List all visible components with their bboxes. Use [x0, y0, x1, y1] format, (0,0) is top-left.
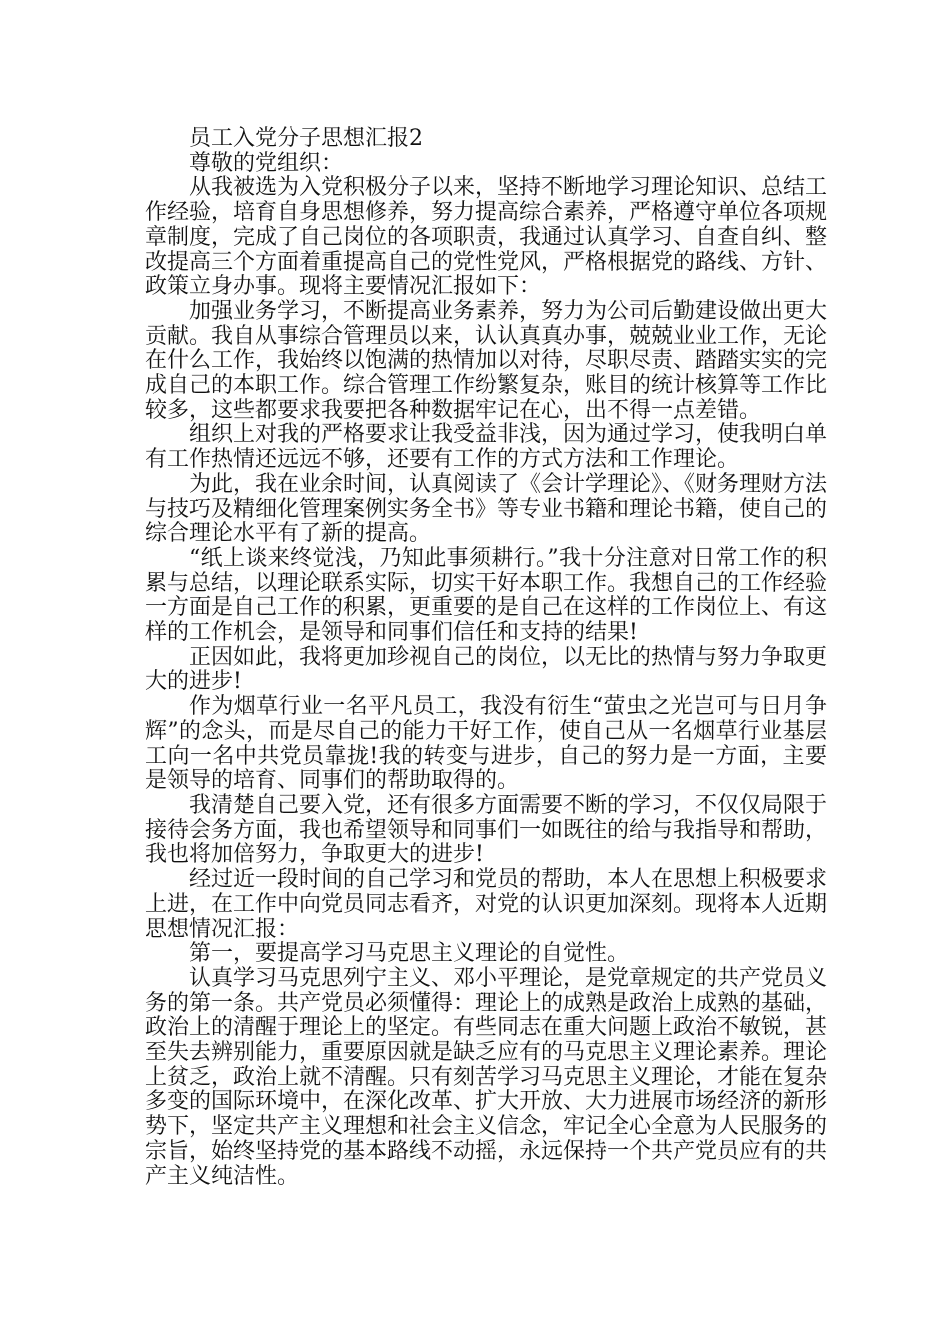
paragraph: 经过近一段时间的自己学习和党员的帮助，本人在思想上积极要求上进，在工作中向党员同志看齐，对党的认识更加深刻。现将本人近期思想情况汇报： — [145, 867, 828, 942]
section-heading: 第一，要提高学习马克思主义理论的自觉性。 — [189, 941, 630, 967]
paragraph: 从我被选为入党积极分子以来，坚持不断地学习理论知识、总结工作经验，培育自身思想修养，努力提高综合素养，严格遵守单位各项规章制度，完成了自己岗位的各项职责，我通过认真学习、自查自纠、整改提高三个方面着重提高自己的党性党风，严格根据党的路线、方针、政策立身办事。现将主要情况汇报如下： — [145, 175, 828, 300]
salutation: 尊敬的党组织： — [189, 150, 344, 176]
paragraph: 我清楚自己要入党，还有很多方面需要不断的学习，不仅仅局限于接待会务方面，我也希望领导和同事们一如既往的给与我指导和帮助，我也将加倍努力，争取更大的进步! — [145, 792, 828, 868]
paragraph: 作为烟草行业一名平凡员工，我没有衍生“萤虫之光岂可与日月争辉”的念头，而是尽自己的能力干好工作，使自己从一名烟草行业基层工向一名中共党员靠拢!我的转变与进步，自己的努力是一方面，主要是领导的培育、同事们的帮助取得的。 — [145, 694, 827, 794]
paragraph: 认真学习马克思列宁主义、邓小平理论，是党章规定的共产党员义务的第一条。共产党员必须懂得：理论上的成熟是政治上成熟的基础，政治上的清醒于理论上的坚定。有些同志在重大问题上政治不敏锐，甚至失去辨别能力，重要原因就是缺乏应有的马克思主义理论素养。理论上贫乏，政治上就不清醒。只有刻苦学习马克思主义理论，才能在复杂多变的国际环境中，在深化改革、扩大开放、大力进展市场经济的新形势下，坚定共产主义理想和社会主义信念，牢记全心全意为人民服务的宗旨，始终坚持党的基本路线不动摇，永远保持一个共产党员应有的共产主义纯洁性。 — [145, 965, 828, 1189]
document-title: 员工入党分子思想汇报2 — [189, 126, 423, 151]
paragraph: 组织上对我的严格要求让我受益非浅，因为通过学习，使我明白单有工作热情还远远不够，还要有工作的方式方法和工作理论。 — [145, 422, 828, 473]
paragraph: 正因如此，我将更加珍视自己的岗位，以无比的热情与努力争取更大的进步! — [145, 644, 828, 695]
paragraph: 为此，我在业余时间，认真阅读了《会计学理论》、《财务理财方法与技巧及精细化管理案例实务全书》等专业书籍和理论书籍，使自己的综合理论水平有了新的提高。 — [145, 471, 828, 547]
paragraph: “纸上谈来终觉浅，乃知此事须耕行。”我十分注意对日常工作的积累与总结，以理论联系实际，切实干好本职工作。我想自己的工作经验一方面是自己工作的积累，更重要的是自己在这样的工作岗位上、有这样的工作机会，是领导和同事们信任和支持的结果! — [145, 545, 828, 646]
paragraph: 加强业务学习，不断提高业务素养，努力为公司后勤建设做出更大贡献。我自从事综合管理员以来，认认真真办事，兢兢业业工作，无论在什么工作，我始终以饱满的热情加以对待，尽职尽责、踏踏实实的完成自己的本职工作。综合管理工作纷繁复杂，账目的统计核算等工作比较多，这些都要求我要把各种数据牢记在心，出不得一点差错。 — [145, 298, 828, 423]
document-body — [145, 127, 827, 1189]
